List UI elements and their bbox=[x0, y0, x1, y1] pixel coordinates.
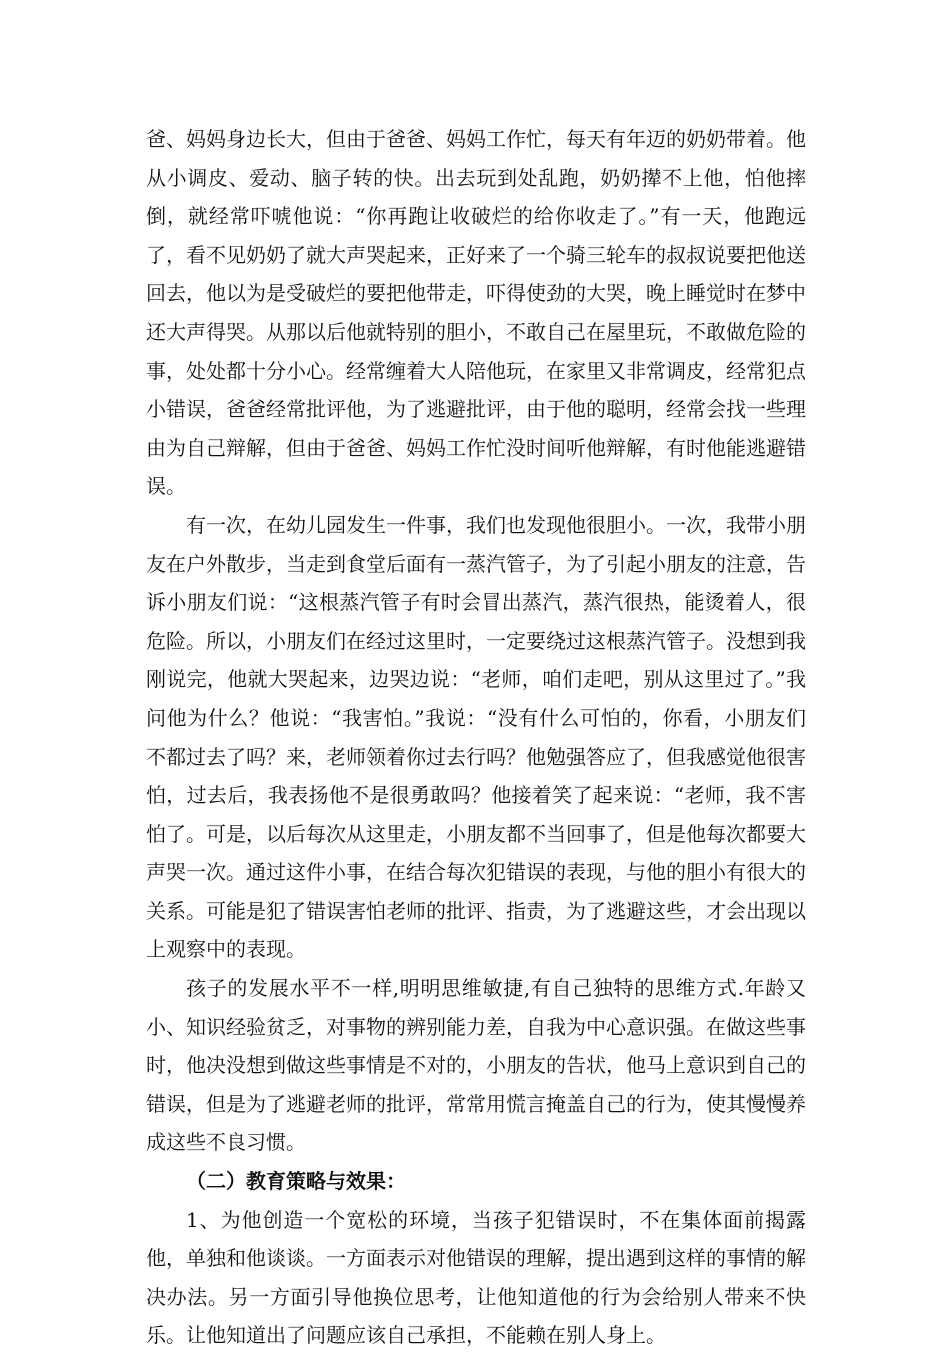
paragraph-analysis: 孩子的发展水平不一样,明明思维敏捷,有自己独特的思维方式.年龄又小、知识经验贫乏，对事物的辨别能力差，自我为中心意识强。在做这些事时，他决没想到做这些事情是不对的，小朋友的告状，他马上意识到自己的错误，但是为了逃避老师的批评，常常用慌言掩盖自己的行为，使其慢慢养成这些不良习惯。 bbox=[146, 976, 806, 1155]
paragraph-kindergarten-incident: 有一次，在幼儿园发生一件事，我们也发现他很胆小。一次，我带小朋友在户外散步，当走到食堂后面有一蒸汽管子，为了引起小朋友的注意，告诉小朋友们说：“这根蒸汽管子有时会冒出蒸汽，蒸汽很热，能烫着人，很危险。所以，小朋友们在经过这里时，一定要绕过这根蒸汽管子。没想到我刚说完，他就大哭起来，边哭边说：“老师，咱们走吧，别从这里过了。”我问他为什么？他说：“我害怕。”我说：“没有什么可怕的，你看，小朋友们不都过去了吗？来，老师领着你过去行吗？他勉强答应了，但我感觉他很害怕，过去后，我表扬他不是很勇敢吗？他接着笑了起来说：“老师，我不害怕了。可是，以后每次从这里走，小朋友都不当回事了，但是他每次都要大声哭一次。通过这件小事，在结合每次犯错误的表现，与他的胆小有很大的关系。可能是犯了错误害怕老师的批评、指责，为了逃避这些，才会出现以上观察中的表现。 bbox=[146, 512, 806, 962]
paragraph-strategy-1: 1、为他创造一个宽松的环境，当孩子犯错误时，不在集体面前揭露他，单独和他谈谈。一方面表示对他错误的理解，提出遇到这样的事情的解决办法。另一方面引导他换位思考，让他知道他的行为会给别人带来不快乐。让他知道出了问题应该自己承担，不能赖在别人身上。 bbox=[146, 1207, 806, 1348]
section-heading: （二）教育策略与效果： bbox=[186, 1169, 406, 1194]
paragraph-continuation: 爸、妈妈身边长大，但由于爸爸、妈妈工作忙，每天有年迈的奶奶带着。他从小调皮、爱动、脑子转的快。出去玩到处乱跑，奶奶撵不上他，怕他摔倒，就经常吓唬他说：“你再跑让收破烂的给你收走了。”有一天，他跑远了，看不见奶奶了就大声哭起来，正好来了一个骑三轮车的叔叔说要把他送回去，他以为是受破烂的要把他带走，吓得使劲的大哭，晚上睡觉时在梦中还大声得哭。从那以后他就特别的胆小，不敢自己在屋里玩，不敢做危险的事，处处都十分小心。经常缠着大人陪他玩，在家里又非常调皮，经常犯点小错误，爸爸经常批评他，为了逃避批评，由于他的聪明，经常会找一些理由为自己辩解，但由于爸爸、妈妈工作忙没时间听他辩解，有时他能逃避错误。 bbox=[146, 127, 806, 499]
document-body bbox=[146, 120, 806, 1355]
